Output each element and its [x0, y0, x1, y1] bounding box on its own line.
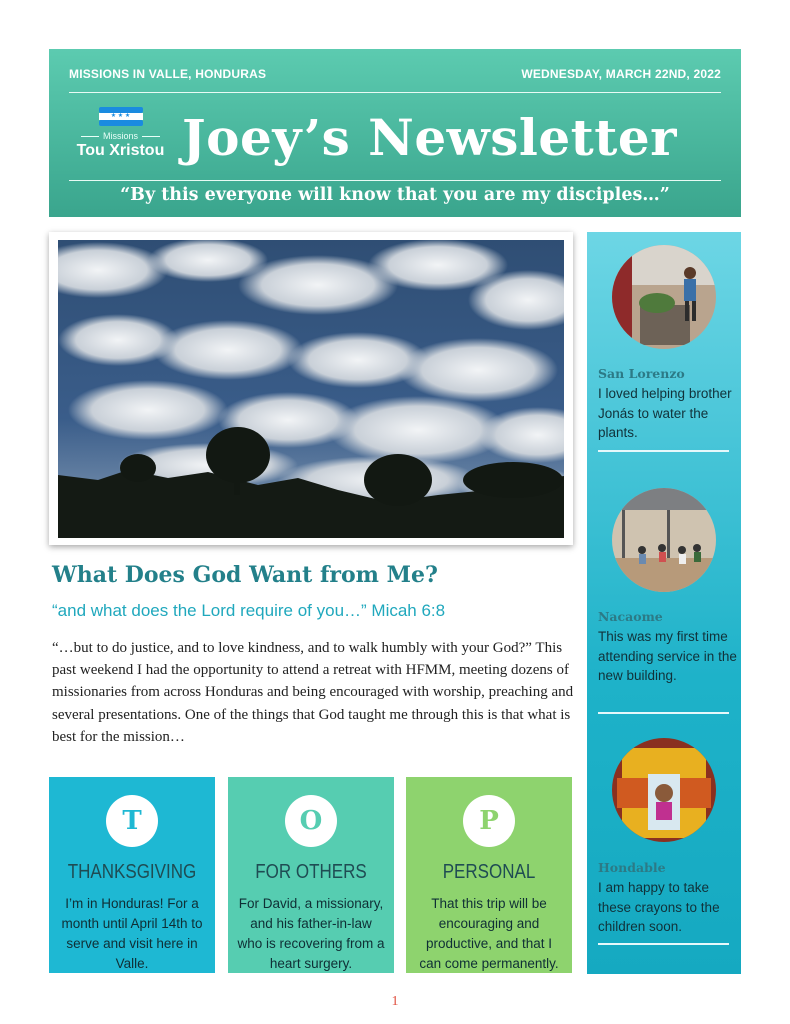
- hondable-photo: [612, 738, 716, 842]
- thanksgiving-heading: THANKSGIVING: [67, 861, 197, 883]
- header-divider-top: [69, 92, 721, 93]
- header-divider-bottom: [69, 180, 721, 181]
- header-location: MISSIONS IN VALLE, HONDURAS: [69, 67, 267, 81]
- personal-text: That this trip will be encouraging and productive, and that I can come permanently.: [419, 896, 559, 971]
- hondable-text: I am happy to take these crayons to the children soon.: [598, 880, 720, 934]
- san-lorenzo-heading: San Lorenzo: [598, 366, 685, 381]
- missions-logo: [69, 107, 172, 171]
- san-lorenzo-text: I loved helping brother Jonás to water the plants.: [598, 386, 732, 440]
- article-body: “…but to do justice, and to love kindness, and to walk humbly with your God?” This past weekend I had the opportunity to attend a retreat with HFMM, meeting dozens of missionaries from across Honduras and being encouraged with worship, preaching and several presentations. One of the things that God taught me through this is that what is best for the mission…: [52, 640, 574, 745]
- article-title: What Does God Want from Me?: [52, 562, 438, 588]
- letter-t-badge: T: [106, 795, 158, 847]
- main-photo-frame: [49, 232, 573, 545]
- nacaome-heading: Nacaome: [598, 609, 663, 624]
- letter-o-badge: O: [285, 795, 337, 847]
- newsletter-title: Joey’s Newsletter: [182, 108, 678, 167]
- thanksgiving-box: [49, 777, 215, 973]
- logo-main-text: Tou Xristou: [76, 142, 165, 159]
- for-others-heading: FOR OTHERS: [255, 861, 367, 883]
- for-others-box: [228, 777, 394, 973]
- header-quote: “By this everyone will know that you are my disciples…”: [120, 185, 670, 205]
- logo-small-text: Missions: [102, 131, 138, 141]
- nacaome-text: This was my first time attending service in the new building.: [598, 629, 737, 683]
- header-topline: [69, 67, 721, 81]
- page-number: 1: [391, 994, 399, 1009]
- sidebar-divider: [598, 943, 729, 945]
- sidebar-divider: [598, 712, 729, 714]
- sidebar: [587, 232, 741, 974]
- article-subtitle: “and what does the Lord require of you…” Micah 6:8: [52, 601, 446, 620]
- honduras-flag-icon: ★ ★ ★: [99, 107, 143, 127]
- nacaome-photo: [612, 488, 716, 592]
- thanksgiving-text: I’m in Honduras! For a month until April 14th to serve and visit here in Valle.: [61, 896, 203, 971]
- header-date: WEDNESDAY, MARCH 22ND, 2022: [521, 67, 721, 81]
- personal-box: [406, 777, 572, 973]
- sidebar-divider: [598, 450, 729, 452]
- for-others-text: For David, a missionary, and his father-in-law who is recovering from a heart surgery.: [237, 896, 385, 971]
- hondable-heading: Hondable: [598, 860, 666, 875]
- header-banner: [49, 49, 741, 217]
- sky-photo: [58, 240, 564, 538]
- letter-p-badge: P: [463, 795, 515, 847]
- san-lorenzo-photo: [612, 245, 716, 349]
- personal-heading: PERSONAL: [442, 861, 536, 883]
